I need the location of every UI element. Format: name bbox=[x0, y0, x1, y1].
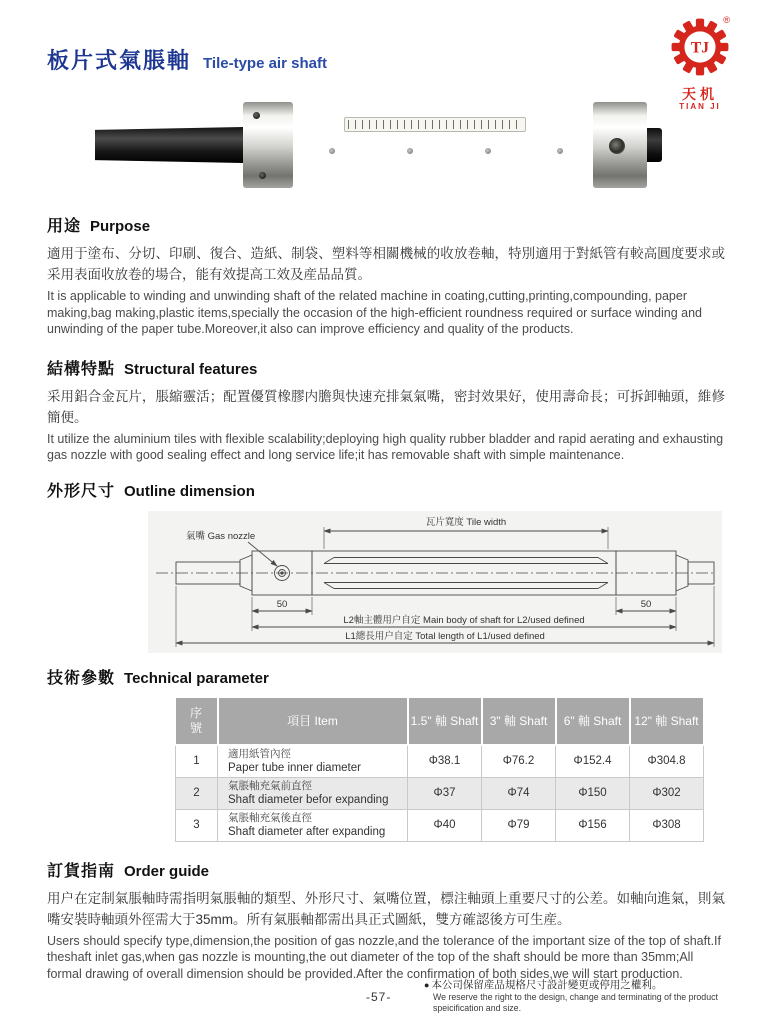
row-value: Φ152.4 bbox=[556, 745, 630, 778]
row-item-zh: 氣脹軸充氣前直徑 bbox=[228, 779, 312, 792]
structural-body-en: It utilize the aluminium tiles with flexible scalability;deploying high quality rubber bladder and rapid aerating and exhausting gas nozzle with good sealing effect and long service life;it has removable shaft with simple maintenance. bbox=[47, 431, 724, 462]
row-item bbox=[218, 777, 408, 809]
page-title bbox=[47, 44, 725, 75]
col-header-no: 序號 bbox=[176, 697, 218, 745]
screw-icon bbox=[557, 148, 563, 154]
label-l1: L1總長用户自定 Total length of L1/used defined bbox=[345, 630, 545, 642]
logo-monogram: TJ bbox=[690, 39, 710, 57]
structural-heading-zh: 結構特點 bbox=[47, 360, 116, 378]
structural-heading-en: Structural features bbox=[124, 360, 258, 378]
row-value: Φ79 bbox=[482, 809, 556, 841]
row-item-en: Shaft diameter after expanding bbox=[228, 825, 386, 838]
row-value: Φ302 bbox=[630, 777, 704, 809]
page-title-zh: 板片式氣脹軸 bbox=[47, 48, 192, 73]
footer-note-zh: ● 本公司保留産品規格尺寸設計變更或停用之權利。 bbox=[424, 979, 663, 991]
table-row bbox=[176, 745, 704, 778]
shaft-journal-left bbox=[95, 127, 243, 163]
gear-logo-icon bbox=[667, 14, 733, 80]
order-heading bbox=[47, 858, 725, 881]
col-header-12in: 12" 軸 Shaft bbox=[630, 697, 704, 745]
registered-mark: ® bbox=[723, 15, 730, 26]
drawing-gas-nozzle-dot bbox=[281, 571, 283, 573]
row-value: Φ38.1 bbox=[408, 745, 482, 778]
page-title-en: Tile-type air shaft bbox=[203, 55, 327, 72]
row-no: 1 bbox=[176, 745, 218, 778]
screw-icon bbox=[329, 148, 335, 154]
row-value: Φ40 bbox=[408, 809, 482, 841]
col-header-6in: 6" 軸 Shaft bbox=[556, 697, 630, 745]
row-no: 3 bbox=[176, 809, 218, 841]
purpose-heading-en: Purpose bbox=[90, 218, 151, 235]
purpose-body-en: It is applicable to winding and unwinding shaft of the related machine in coating,cutting,printing,compounding, paper making,bag making,plastic items,specially the occasion of the high-efficient roundness required or surface winding and unwinding of the paper tube.Moreover,it also can improve efficiency and quality of the products. bbox=[47, 289, 702, 336]
logo-name-zh: 天机 bbox=[682, 86, 718, 102]
purpose-heading bbox=[47, 213, 725, 236]
screw-icon bbox=[259, 172, 266, 179]
screw-icon bbox=[253, 112, 260, 119]
table-header-row bbox=[176, 697, 704, 745]
structural-body-zh: 采用鋁合金瓦片，脹縮靈活；配置優質橡膠内膽與快速充排氣氣嘴，密封效果好，使用壽命長；可拆卸軸頭，維修簡便。 bbox=[47, 388, 725, 425]
shaft-collar-left bbox=[243, 102, 293, 188]
logo-name-en: TIAN JI bbox=[679, 102, 721, 111]
outline-heading-en: Outline dimension bbox=[124, 482, 255, 500]
footer-note-en: We reserve the right to the design, change and terminating of the product speicification and size. bbox=[433, 992, 718, 1013]
row-value: Φ76.2 bbox=[482, 745, 556, 778]
label-tile-width: 瓦片寬度 Tile width bbox=[425, 516, 507, 528]
product-photo bbox=[95, 101, 677, 189]
label-l2: L2軸主體用户自定 Main body of shaft for L2/used defined bbox=[343, 614, 585, 626]
section-order-guide bbox=[47, 858, 725, 983]
shaft-end-cap bbox=[647, 128, 662, 162]
table-row bbox=[176, 809, 704, 841]
outline-heading bbox=[47, 478, 725, 501]
purpose-heading-zh: 用途 bbox=[47, 218, 82, 235]
structural-heading bbox=[47, 356, 725, 379]
page-number: -57- bbox=[366, 990, 392, 1004]
technical-parameter-table bbox=[175, 696, 705, 842]
section-technical-parameter bbox=[47, 665, 725, 842]
label-dim-50-left: 50 bbox=[276, 598, 288, 610]
order-body-en: Users should specify type,dimension,the position of gas nozzle,and the tolerance of the important size of the top of shaft.If theshaft inlet gas,when gas nozzle is mounting,the out diameter of the top of the shaft should be more than 35mm;All formal drawing of overall dimension should be provided.After the confirmation of both sides,we will start production. bbox=[47, 933, 721, 981]
col-header-3in: 3" 軸 Shaft bbox=[482, 697, 556, 745]
ruler-strip bbox=[344, 117, 526, 132]
order-body-zh: 用户在定制氣脹軸時需指明氣脹軸的類型、外形尺寸、氣嘴位置，標注軸頭上重要尺寸的公差。如軸向進氣，則氣嘴安裝時軸頭外徑需大于35mm。所有氣脹軸都需出具正式圖紙，雙方確認後方可生産。 bbox=[47, 890, 725, 927]
screw-icon bbox=[485, 148, 491, 154]
row-item bbox=[218, 809, 408, 841]
purpose-body-zh: 適用于塗布、分切、印刷、復合、造紙、制袋、塑料等相關機械的收放卷軸，特別適用于對紙管有較高圓度要求或采用表面收放卷的場合，能有效提高工效及産品品質。 bbox=[47, 246, 725, 282]
technical-heading-en: Technical parameter bbox=[124, 669, 269, 687]
order-heading-en: Order guide bbox=[124, 862, 210, 880]
label-gas-nozzle: 氣嘴 Gas nozzle bbox=[186, 530, 256, 542]
outline-heading-zh: 外形尺寸 bbox=[47, 482, 116, 500]
row-item-zh: 氣脹軸充氣後直徑 bbox=[228, 811, 312, 824]
section-outline-dimension bbox=[47, 478, 725, 653]
technical-heading-zh: 技術參數 bbox=[47, 669, 116, 687]
bullet-icon: ● bbox=[424, 980, 430, 990]
brand-logo bbox=[657, 14, 743, 111]
section-purpose bbox=[47, 213, 725, 338]
shaft-body bbox=[293, 102, 593, 188]
outline-drawing bbox=[148, 511, 722, 653]
row-value: Φ150 bbox=[556, 777, 630, 809]
order-heading-zh: 訂貨指南 bbox=[47, 862, 116, 880]
footer-note bbox=[424, 979, 756, 1014]
row-no: 2 bbox=[176, 777, 218, 809]
table-row bbox=[176, 777, 704, 809]
row-item-zh: 適用紙管內徑 bbox=[228, 747, 291, 760]
gas-nozzle-icon bbox=[609, 138, 625, 154]
label-dim-50-right: 50 bbox=[640, 598, 652, 610]
row-value: Φ304.8 bbox=[630, 745, 704, 778]
screw-icon bbox=[407, 148, 413, 154]
shaft-collar-right bbox=[593, 102, 647, 188]
section-structural-features bbox=[47, 356, 725, 464]
col-header-1-5in: 1.5" 軸 Shaft bbox=[408, 697, 482, 745]
row-item-en: Shaft diameter befor expanding bbox=[228, 793, 389, 806]
row-value: Φ37 bbox=[408, 777, 482, 809]
row-value: Φ308 bbox=[630, 809, 704, 841]
col-header-item: 項目 Item bbox=[218, 697, 408, 745]
row-item bbox=[218, 745, 408, 778]
technical-heading bbox=[47, 665, 725, 688]
row-value: Φ74 bbox=[482, 777, 556, 809]
row-value: Φ156 bbox=[556, 809, 630, 841]
row-item-en: Paper tube inner diameter bbox=[228, 761, 361, 774]
